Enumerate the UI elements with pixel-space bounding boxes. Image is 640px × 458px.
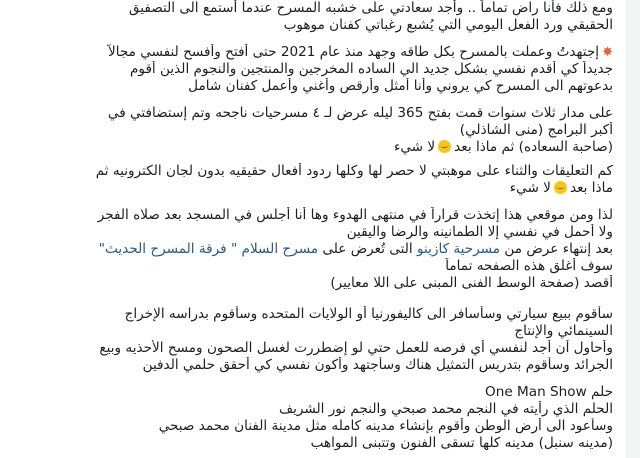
text-line: أقصد (صفحة الوسط الفنى المبنى على اللا معايير) bbox=[330, 275, 613, 291]
text-line bbox=[8, 139, 613, 156]
paragraph-1 bbox=[8, 0, 613, 34]
text-line bbox=[8, 180, 613, 197]
smiling-face-icon bbox=[438, 140, 451, 153]
text-span: التى تُعرض على bbox=[322, 241, 413, 257]
theater-link[interactable]: مسرح السلام bbox=[241, 241, 319, 257]
paragraph-3 bbox=[8, 105, 613, 156]
text-line: الحلم الذي رأيته في النجم محمد صبحي والنجم نور الشريف bbox=[279, 401, 613, 417]
paragraph-7 bbox=[8, 384, 613, 452]
text-line: الحقيقي ورد الفعل اليومي التي يُشبع رغباتي كفنان موهوب bbox=[283, 17, 613, 33]
scrollbar[interactable] bbox=[626, 0, 640, 458]
text-line: وسأعود الى أرض الوطن وأقوم بإنشاء مدينه كامله مثل مدينة الفنان محمد صبحي bbox=[158, 418, 613, 434]
text-line bbox=[8, 384, 613, 401]
text-line: سوف أغلق هذه الصفحه تماماً bbox=[445, 258, 613, 274]
text-line: الجرائد وسأقوم بتدريس التمثيل هناك وسأجتهد وأكون نفسي كي أحقق حلمي الدفين bbox=[142, 357, 613, 373]
text-span: حلم bbox=[591, 384, 613, 400]
paragraph-2 bbox=[8, 44, 613, 95]
paragraph-5 bbox=[8, 207, 613, 292]
text-line: ومع ذلك فأنا راضٍ تماماً .. وأجد سعادتي على خشبه المسرح عندما أستمع الى التصفيق bbox=[128, 0, 613, 16]
troupe-link[interactable]: " فرقة المسرح الحديث" bbox=[98, 241, 238, 257]
text-line: (مدينه سنبل) مدينه كلها تسقى الفنون وتتبنى المواهب bbox=[310, 435, 613, 451]
sparkle-icon: ✸ bbox=[602, 45, 613, 60]
text-span: (صاحبة السعاده) ثم ماذا بعد bbox=[454, 139, 613, 155]
text-span: بعد إنتهاء عرض من bbox=[504, 241, 613, 257]
text-line: بدعوتهم الى المسرح كي يروني وأنا أمثل وأرقص وأغني وأعمل كفنان شامل bbox=[188, 78, 613, 94]
text-span: لا شيء bbox=[393, 139, 436, 155]
text-line bbox=[8, 241, 613, 258]
play-link[interactable]: مسرحية كازينو bbox=[416, 241, 501, 257]
text-line: السينمائي والإنتاج bbox=[514, 323, 613, 339]
text-line: أكبر البرامج (منى الشاذلي) bbox=[459, 122, 613, 138]
smiling-face-icon bbox=[554, 181, 567, 194]
text-span: إجتهدتُ وعملت بالمسرح بكل طاقه وجهد منذ عام 2021 حتى أفتح وأُفسح لنفسي مجالاً bbox=[107, 44, 600, 60]
text-line: على مدار ثلاث سنوات قمت بفتح 365 ليله عرض لـ ٤ مسرحيات ناجحه وتم إستضافتي في bbox=[107, 105, 613, 121]
paragraph-4 bbox=[8, 163, 613, 197]
text-line: لذا ومن موقعي هذا إتخذت قراراً في منتهى الهدوء وها أنا أجلس في المسجد بعد صلاه الفجر bbox=[97, 207, 613, 223]
text-line bbox=[8, 44, 613, 61]
text-line: كم التعليقات والثناء على موهبتي لا حصر لها وكلها ردود أفعال حقيقيه بدون لجان الكترونيه ثم bbox=[95, 163, 613, 179]
text-span: لا شيء bbox=[509, 180, 551, 196]
text-span: One Man Show bbox=[485, 384, 587, 400]
text-line: سأقوم ببيع سيارتي وسأسافر الى كاليفورنيا أو الولايات المتحده وسأقوم بدراسه الإخراج bbox=[124, 306, 613, 322]
text-line: وأحاول أن أجد لنفسي أي فرصه للعمل حتي لو إضطررت لغسل الصحون ومسح الأحذيه وبيع bbox=[99, 340, 613, 356]
paragraph-6 bbox=[8, 306, 613, 374]
text-line: ولا أحمل في نفسي إلا الطمانينه والرضا واليقين bbox=[346, 224, 613, 240]
text-line: جديداً كي أقدم نفسي بشكل جديد الي الساده المخرجين والمنتجين والنجوم الذين أقوم bbox=[130, 61, 613, 77]
text-span: ماذا بعد bbox=[569, 180, 613, 196]
